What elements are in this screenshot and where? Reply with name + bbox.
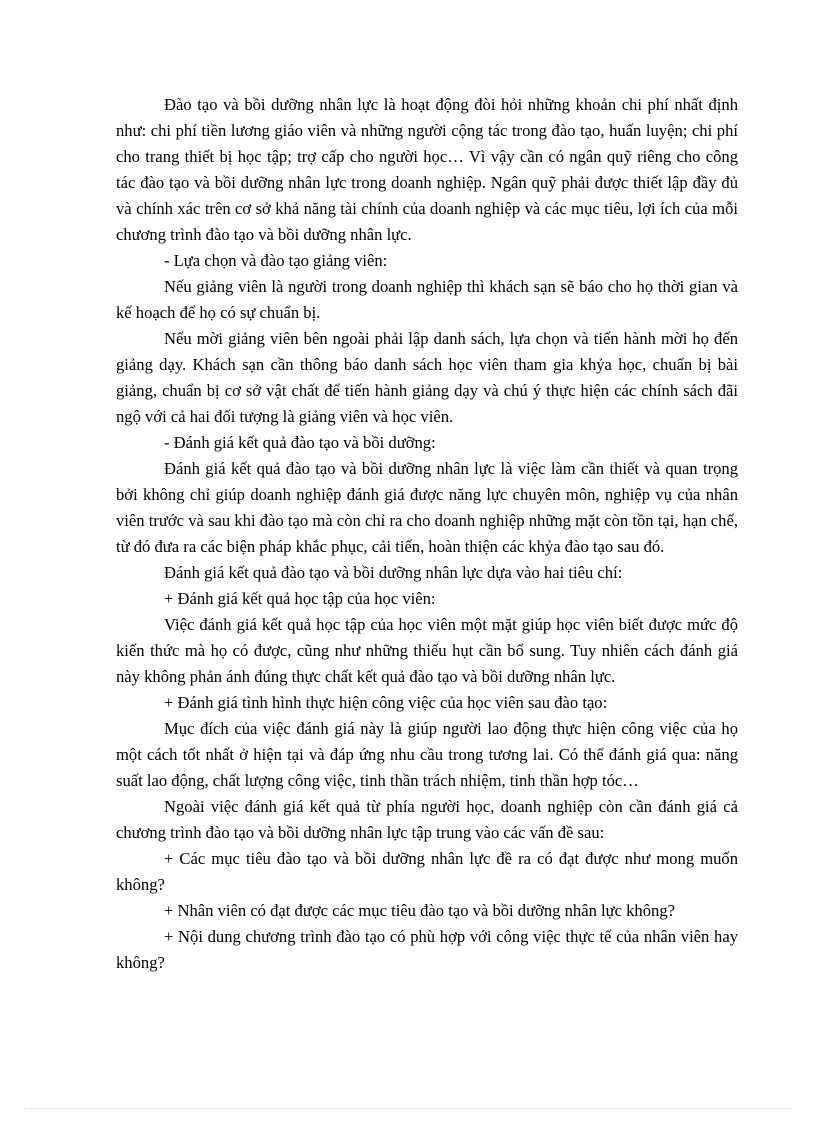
heading-select-trainers: - Lựa chọn và đào tạo giảng viên:	[164, 251, 388, 270]
paragraph-job-performance: Mục đích của việc đánh giá này là giúp người lao động thực hiện công việc của họ một cách tốt nhất ở hiện tại và đáp ứng nhu cầu trong tương lai. Có thể đánh giá qua: năng suất lao động, chất lượng công việc, tinh thần trách nhiệm, tinh thần hợp tóc…	[116, 719, 738, 790]
list-item-staff-objectives: + Nhân viên có đạt được các mục tiêu đào tạo và bồi dưỡng nhân lực không?	[164, 901, 675, 920]
paragraph-evaluation-importance: Đánh giá kết quả đào tạo và bồi dưỡng nhân lực là việc làm cần thiết và quan trọng bởi không chỉ giúp doanh nghiệp đánh giá được năng lực chuyên môn, nghiệp vụ của nhân viên trước và sau khi đào tạo mà còn chỉ ra cho doanh nghiệp những mặt còn tồn tại, hạn chế, từ đó đưa ra các biện pháp khắc phục, cải tiến, hoàn thiện các khỷa đào tạo sau đó.	[116, 459, 738, 556]
paragraph-program-evaluation: Ngoài việc đánh giá kết quả từ phía người học, doanh nghiệp còn cần đánh giá cả chương trình đào tạo và bồi dưỡng nhân lực tập trung vào các vấn đề sau:	[116, 797, 738, 842]
list-item-objectives: + Các mục tiêu đào tạo và bồi dưỡng nhân lực đề ra có đạt được như mong muốn không?	[116, 849, 738, 894]
paragraph-external-trainer: Nếu mời giảng viên bên ngoài phải lập danh sách, lựa chọn và tiến hành mời họ đến giảng dạy. Khách sạn cần thông báo danh sách học viên tham gia khỷa học, chuẩn bị bài giảng, chuẩn bị cơ sở vật chất để tiến hành giảng dạy và chú ý thực hiện các chính sách đãi ngộ với cả hai đối tượng là giảng viên và học viên.	[116, 329, 738, 426]
page-bottom-divider	[24, 1108, 792, 1109]
heading-evaluate-results: - Đánh giá kết quả đào tạo và bồi dưỡng:	[164, 433, 436, 452]
paragraph-two-criteria: Đánh giá kết quả đào tạo và bồi dưỡng nhân lực dựa vào hai tiêu chí:	[164, 563, 623, 582]
heading-learning-results: + Đánh giá kết quả học tập của học viên:	[164, 589, 436, 608]
paragraph-internal-trainer: Nếu giảng viên là người trong doanh nghiệp thì khách sạn sẽ báo cho họ thời gian và kế hoạch để họ có sự chuẩn bị.	[116, 277, 738, 322]
list-item-content-fit: + Nội dung chương trình đào tạo có phù hợp với công việc thực tế của nhân viên hay không?	[116, 927, 738, 972]
paragraph-learning-results: Việc đánh giá kết quả học tập của học viên một mặt giúp học viên biết được mức độ kiến thức mà họ có được, cũng như những thiếu hụt cần bổ sung. Tuy nhiên cách đánh giá này không phản ánh đúng thực chất kết quả đào tạo và bồi dưỡng nhân lực.	[116, 615, 738, 686]
document-body	[116, 92, 738, 976]
paragraph-budget: Đào tạo và bồi dưỡng nhân lực là hoạt động đòi hỏi những khoản chi phí nhất định như: chi phí tiền lương giáo viên và những người cộng tác trong đào tạo, huấn luyện; chi phí cho trang thiết bị học tập; trợ cấp cho người học… Vì vậy cần có ngân quỹ riêng cho công tác đào tạo và bồi dưỡng nhân lực trong doanh nghiệp. Ngân quỹ phải được thiết lập đầy đủ và chính xác trên cơ sở khả năng tài chính của doanh nghiệp và các mục tiêu, lợi ích của mỗi chương trình đào tạo và bồi dưỡng nhân lực.	[116, 95, 738, 244]
heading-job-performance: + Đánh giá tình hình thực hiện công việc của học viên sau đào tạo:	[164, 693, 608, 712]
